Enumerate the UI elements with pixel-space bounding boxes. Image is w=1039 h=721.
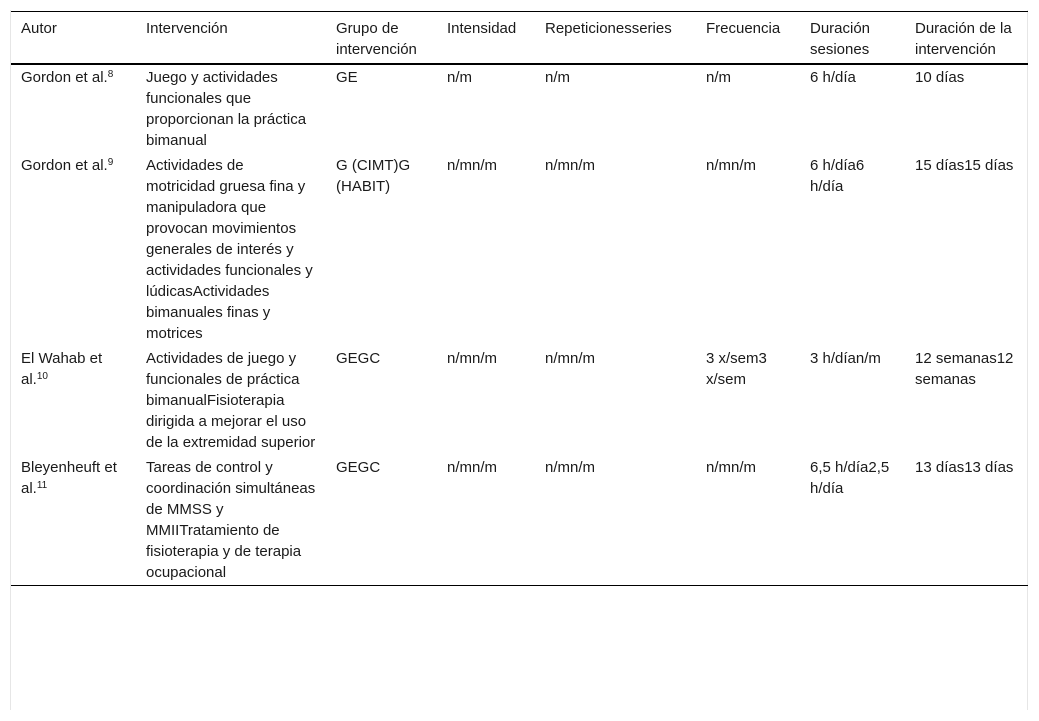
header-repetitions: Repeticionesseries xyxy=(545,20,672,37)
cell-group: G (CIMT)G (HABIT) xyxy=(336,157,411,195)
cell-intensity: n/mn/m xyxy=(447,157,498,174)
cell-session-duration: 6 h/día xyxy=(810,69,856,86)
reference-link[interactable]: 9 xyxy=(107,157,114,168)
cell-intervention-duration: 12 semanas12 semanas xyxy=(915,350,1014,388)
table-header-row xyxy=(11,12,1028,65)
cell-intensity: n/mn/m xyxy=(447,350,498,367)
cell-session-duration: 6 h/día6 h/día xyxy=(810,157,865,195)
header-session-duration: Duración sesiones xyxy=(810,20,871,58)
cell-group: GE xyxy=(336,69,358,86)
header-group: Grupo de intervención xyxy=(336,20,417,58)
cell-frequency: n/mn/m xyxy=(706,157,757,174)
header-author: Autor xyxy=(21,20,57,37)
reference-link[interactable]: 11 xyxy=(36,480,48,491)
author-name: Gordon et al. xyxy=(21,157,108,174)
cell-intervention: Actividades de juego y funcionales de práctica bimanualFisioterapia dirigida a mejorar el uso de la extremidad superior xyxy=(146,350,316,451)
cell-author xyxy=(11,455,136,586)
reference-link[interactable]: 8 xyxy=(107,69,114,80)
author-name: Gordon et al. xyxy=(21,69,108,86)
cell-author xyxy=(11,153,136,346)
cell-repetitions: n/mn/m xyxy=(545,157,596,174)
cell-intensity: n/m xyxy=(447,69,473,86)
table-row xyxy=(11,64,1028,153)
reference-link[interactable]: 10 xyxy=(36,371,48,382)
interventions-table xyxy=(11,11,1028,586)
cell-intervention: Actividades de motricidad gruesa fina y manipuladora que provocan movimientos generales de interés y actividades funcionales y lúdicasActividades bimanuales finas y motrices xyxy=(146,157,313,342)
header-frequency: Frecuencia xyxy=(706,20,781,37)
cell-intervention: Juego y actividades funcionales que proporcionan la práctica bimanual xyxy=(146,69,307,149)
author-name: Bleyenheuft et al. xyxy=(21,459,117,497)
cell-intervention-duration: 15 días15 días xyxy=(915,157,1014,174)
table-row xyxy=(11,455,1028,586)
cell-frequency: n/m xyxy=(706,69,732,86)
cell-intensity: n/mn/m xyxy=(447,459,498,476)
cell-intervention: Tareas de control y coordinación simultáneas de MMSS y MMIITratamiento de fisioterapia y de terapia ocupacional xyxy=(146,459,316,581)
cell-repetitions: n/mn/m xyxy=(545,350,596,367)
cell-intervention-duration: 10 días xyxy=(915,69,965,86)
cell-session-duration: 6,5 h/día2,5 h/día xyxy=(810,459,890,497)
table-row xyxy=(11,346,1028,455)
cell-intervention-duration: 13 días13 días xyxy=(915,459,1014,476)
cell-frequency: n/mn/m xyxy=(706,459,757,476)
cell-repetitions: n/mn/m xyxy=(545,459,596,476)
cell-repetitions: n/m xyxy=(545,69,571,86)
author-name: El Wahab et al. xyxy=(21,350,103,388)
header-intensity: Intensidad xyxy=(447,20,517,37)
cell-session-duration: 3 h/dían/m xyxy=(810,350,881,367)
cell-author xyxy=(11,64,136,153)
cell-group: GEGC xyxy=(336,459,381,476)
cell-frequency: 3 x/sem3 x/sem xyxy=(706,350,767,388)
cell-group: GEGC xyxy=(336,350,381,367)
cell-author xyxy=(11,346,136,455)
header-intervention-duration: Duración de la intervención xyxy=(915,20,1012,58)
header-intervention: Intervención xyxy=(146,20,228,37)
table-row xyxy=(11,153,1028,346)
